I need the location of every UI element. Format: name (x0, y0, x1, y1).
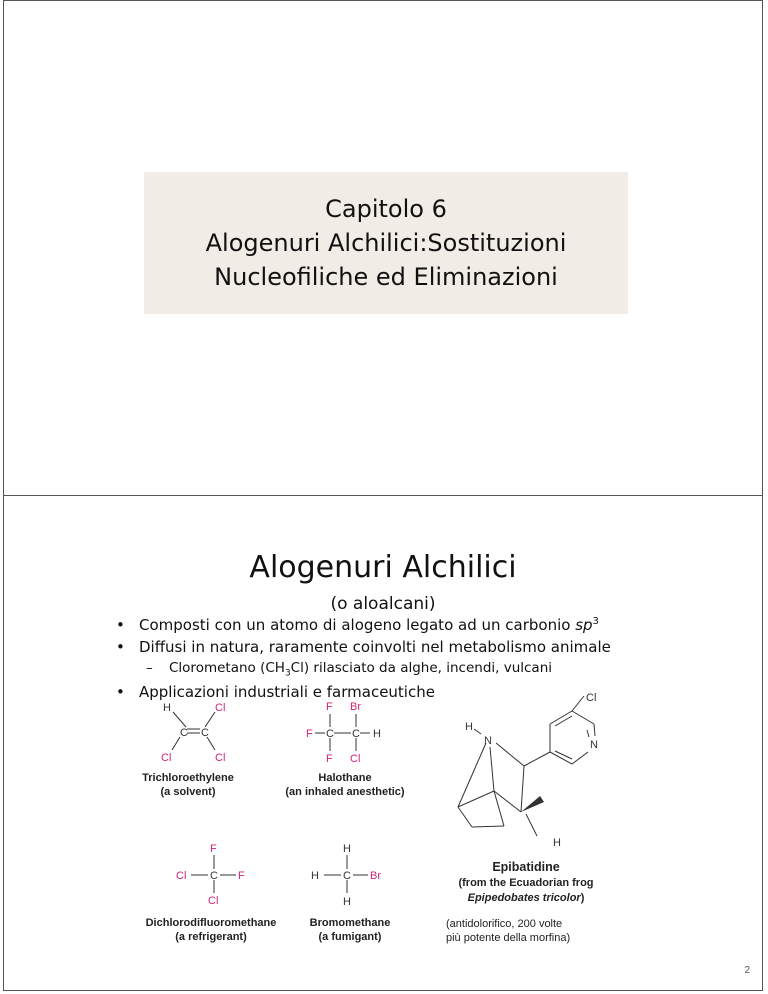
epibatidine-desc: (from the Ecuadorian frog (458, 877, 594, 889)
sub-bullet-sub: 3 (284, 668, 291, 679)
atom-c: C (352, 728, 360, 740)
atom-cl: Cl (215, 702, 226, 714)
wedge-bond (521, 796, 544, 812)
bromomethane-desc: (a fumigant) (318, 931, 382, 943)
chapter-title (144, 192, 628, 294)
atom-cl: Cl (215, 752, 226, 764)
title-box (144, 172, 628, 314)
title-line-2: Alogenuri Alchilici:Sostituzioni (205, 229, 567, 257)
page-number: 2 (744, 965, 750, 976)
atom-f: F (306, 728, 313, 740)
atom-f: F (238, 870, 245, 882)
atom-f: F (326, 701, 333, 713)
epibatidine-species-close: ) (580, 892, 585, 904)
atom-labels (161, 692, 598, 908)
atom-h: H (553, 837, 561, 849)
atom-f: F (210, 843, 217, 855)
atom-h: H (343, 843, 351, 855)
atom-br: Br (350, 701, 361, 713)
halothane-desc: (an inhaled anesthetic) (285, 786, 405, 798)
halothane-name: Halothane (318, 772, 372, 784)
atom-br: Br (370, 870, 381, 882)
atom-c: C (343, 870, 351, 882)
bullet-3: • Applicazioni industriali e farmaceutiche (114, 683, 611, 701)
slide-subtitle: (o aloalcani) (330, 594, 436, 614)
atom-h: H (163, 702, 171, 714)
bullet-2: • Diffusi in natura, raramente coinvolti nel metabolismo animale (114, 638, 611, 656)
title-line-3: Nucleofiliche ed Eliminazioni (214, 263, 558, 291)
bullet-1-sup: 3 (592, 616, 599, 627)
sub-bullet-post: Cl) rilasciato da alghe, incendi, vulcani (290, 660, 553, 676)
atom-cl: Cl (586, 692, 597, 704)
epibatidine-note-1: (antidolorifico, 200 volte (446, 918, 563, 930)
atom-cl: Cl (350, 753, 361, 765)
dichlorodifluoromethane-desc: (a refrigerant) (175, 931, 247, 943)
trichloroethylene-desc: (a solvent) (160, 786, 216, 798)
molecule-figure (4, 496, 762, 990)
atom-cl: Cl (161, 752, 172, 764)
atom-cl: Cl (176, 870, 187, 882)
epibatidine-species-line (468, 892, 585, 904)
atom-f: F (326, 753, 333, 765)
atom-c: C (201, 727, 209, 739)
atom-c: C (210, 870, 218, 882)
atom-cl: Cl (208, 895, 219, 907)
atom-h: H (373, 728, 381, 740)
dichlorodifluoromethane-name: Dichlorodifluoromethane (145, 917, 277, 929)
slide-title: Alogenuri Alchilici (249, 550, 517, 585)
atom-h: H (465, 721, 473, 733)
atom-c: C (180, 727, 188, 739)
sub-bullet-pre: Clorometano (CH (169, 660, 285, 676)
atom-c: C (326, 728, 334, 740)
atom-h: H (343, 896, 351, 908)
bullet-1-text: Composti con un atomo di alogeno legato ad un carbonio (139, 616, 576, 634)
slide-1 (3, 0, 763, 496)
trichloroethylene-name: Trichloroethylene (142, 772, 234, 784)
title-line-1: Capitolo 6 (325, 195, 447, 223)
slide-2 (3, 495, 763, 991)
epibatidine-note-2: più potente della morfina) (446, 932, 571, 944)
atom-h: H (311, 870, 319, 882)
atom-n: N (590, 739, 598, 751)
bromomethane-name: Bromomethane (309, 917, 391, 929)
epibatidine-species: Epipedobates tricolor (467, 892, 581, 904)
atom-n: N (484, 735, 492, 747)
epibatidine-name: Epibatidine (492, 860, 560, 874)
bullet-1-italic: sp (575, 616, 593, 634)
